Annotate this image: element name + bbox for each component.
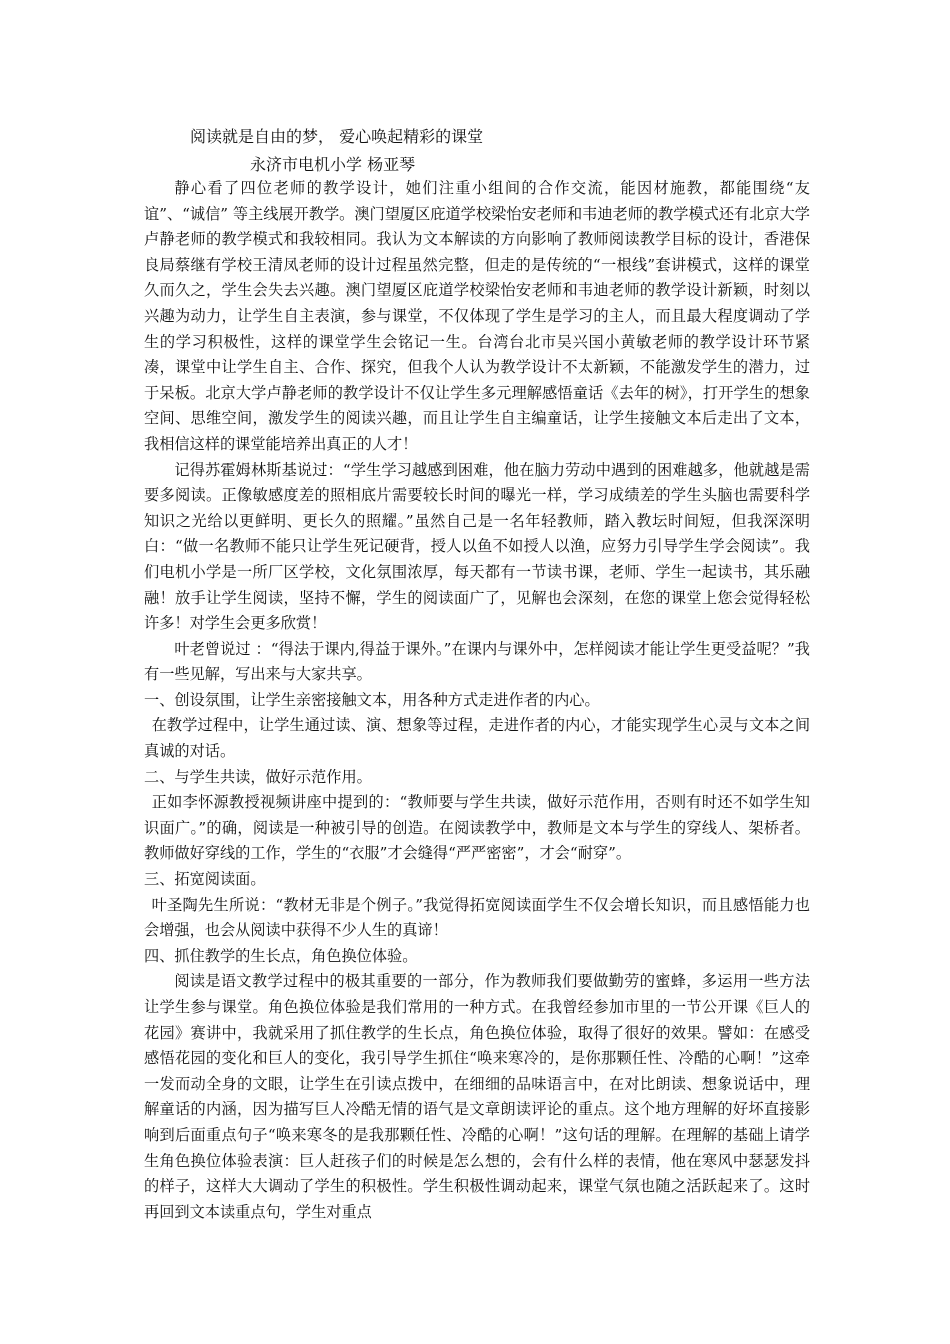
section-heading-2: 二、与学生共读，做好示范作用。 xyxy=(144,767,372,786)
section-heading-3: 三、拓宽阅读面。 xyxy=(144,870,266,889)
paragraph-quote-sukhomlinsky: 记得苏霍姆林斯基说过：“学生学习越感到困难，他在脑力劳动中遇到的困难越多，他就越是需要多阅读。正像敏感度差的照相底片需要较长时间的曝光一样，学习成绩差的学生头脑也需要科学知识之光给以更鲜明、更长久的照耀。”虽然自己是一名年轻教师，踏入教坛时间短，但我深深明白：“做一名教师不能只让学生死记硬背，授人以鱼不如授人以渔，应努力引导学生学会阅读”。我们电机小学是一所厂区学校，文化氛围浓厚，每天都有一节读书课，老师、学生一起读书，其乐融融！放手让学生阅读，坚持不懈，学生的阅读面广了，见解也会深刻，在您的课堂上您会觉得轻松许多！对学生会更多欣赏！ xyxy=(144,460,810,633)
paragraph-section-4: 阅读是语文教学过程中的极其重要的一部分，作为教师我们要做勤劳的蜜蜂，多运用一些方法让学生参与课堂。角色换位体验是我们常用的一种方式。在我曾经参加市里的一节公开课《巨人的花园》赛讲中，我就采用了抓住教学的生长点，角色换位体验，取得了很好的效果。譬如：在感受感悟花园的变化和巨人的变化，我引导学生抓住“唤来寒冷的，是你那颗任性、冷酷的心啊！”这牵一发而动全身的文眼，让学生在引读点拨中，在细细的品味语言中，在对比朗读、想象说话中，理解童话的内涵，因为描写巨人冷酷无情的语气是文章朗读评论的重点。这个地方理解的好坏直接影响到后面重点句子“唤来寒冬的是我那颗任性、冷酷的心啊！”这句话的理解。在理解的基础上请学生角色换位体验表演：巨人赶孩子们的时候是怎么想的，会有什么样的表情，他在寒风中瑟瑟发抖的样子，这样大大调动了学生的积极性。学生积极性调动起来，课堂气氛也随之活跃起来了。这时再回到文本读重点句，学生对重点 xyxy=(144,972,810,1221)
document-title: 阅读就是自由的梦， 爱心唤起精彩的课堂 xyxy=(190,127,484,146)
paragraph-reflection: 静心看了四位老师的教学设计，她们注重小组间的合作交流，能因材施教，都能围绕“友谊”、“诚信” 等主线展开教学。澳门望厦区庇道学校梁怡安老师和韦迪老师的教学模式还有北京大学卢静老师的教学模式和我较相同。我认为文本解读的方向影响了教师阅读教学目标的设计，香港保良局蔡继有学校王清凤老师的设计过程虽然完整，但走的是传统的“一根线”套讲模式，这样的课堂久而久之，学生会失去兴趣。澳门望厦区庇道学校梁怡安老师和韦迪老师的教学设计新颖，时刻以兴趣为动力，让学生自主表演，参与课堂，不仅体现了学生是学习的主人，而且最大程度调动了学生的学习积极性，这样的课堂学生会铭记一生。台湾台北市吴兴国小黄敏老师的教学设计环节紧凑，课堂中让学生自主、合作、探究，但我个人认为教学设计不太新颖，不能激发学生的潜力，过于呆板。北京大学卢静老师的教学设计不仅让学生多元理解感悟童话《去年的树》，打开学生的想象空间、思维空间，激发学生的阅读兴趣，而且让学生自主编童话，让学生接触文本后走出了文本，我相信这样的课堂能培养出真正的人才！ xyxy=(144,179,810,453)
document-author: 永济市电机小学 杨亚琴 xyxy=(250,155,416,174)
document-body xyxy=(144,176,810,1225)
section-heading-1: 一、创设氛围，让学生亲密接触文本，用各种方式走进作者的内心。 xyxy=(144,690,600,709)
paragraph-section-1: 在教学过程中，让学生通过读、演、想象等过程，走进作者的内心，才能实现学生心灵与文本之间真诚的对话。 xyxy=(144,716,810,761)
paragraph-quote-ye: 叶老曾说过 ：“得法于课内,得益于课外。”在课内与课外中，怎样阅读才能让学生更受益呢？”我有一些见解，写出来与大家共享。 xyxy=(144,639,810,684)
paragraph-section-2: 正如李怀源教授视频讲座中提到的：“教师要与学生共读，做好示范作用，否则有时还不如学生知识面广。”的确，阅读是一种被引导的创造。在阅读教学中，教师是文本与学生的穿线人、架桥者。教师做好穿线的工作，学生的“衣服”才会缝得“严严密密”，才会“耐穿”。 xyxy=(144,793,810,863)
paragraph-section-3: 叶圣陶先生所说：“教材无非是个例子。”我觉得拓宽阅读面学生不仅会增长知识，而且感悟能力也会增强，也会从阅读中获得不少人生的真谛！ xyxy=(144,895,810,940)
section-heading-4: 四、抓住教学的生长点，角色换位体验。 xyxy=(144,946,418,965)
